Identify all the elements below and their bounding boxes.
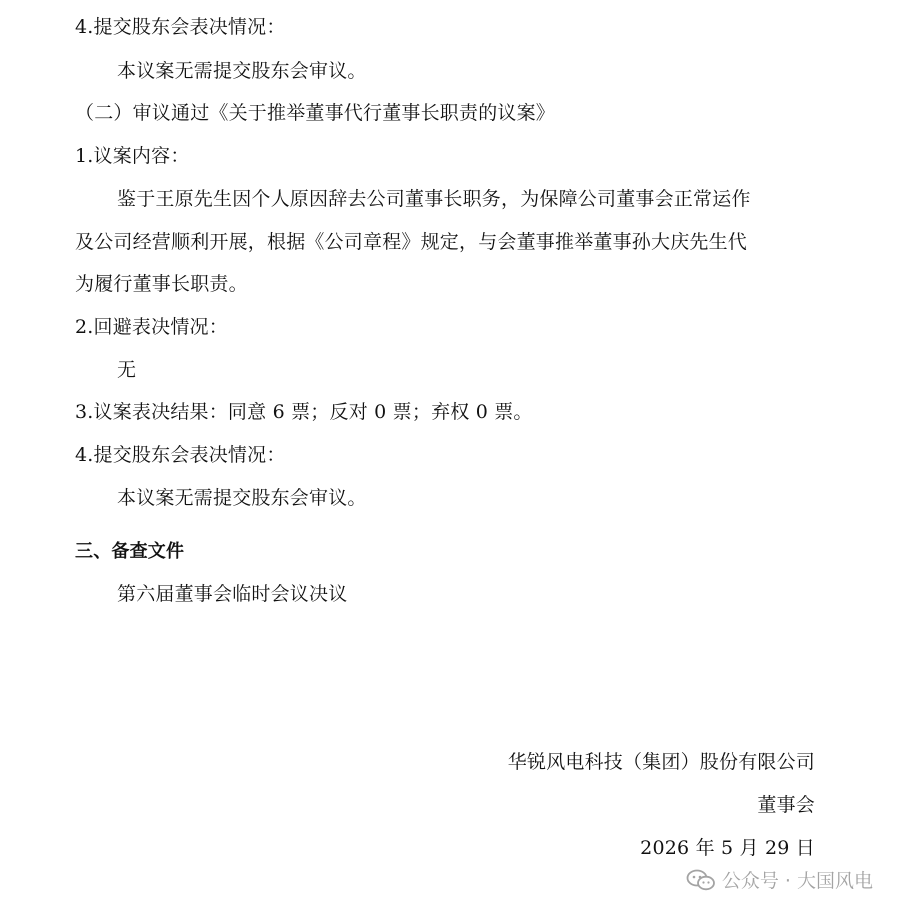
section-item-content: 1.议案内容： (75, 145, 190, 167)
section-item-vote-result: 3.议案表决结果：同意 6 票；反对 0 票；弃权 0 票。 (75, 401, 533, 423)
section-item-submission: 4.提交股东会表决情况： (75, 444, 286, 466)
watermark (686, 866, 873, 893)
paragraph-text: 及公司经营顺利开展，根据《公司章程》规定，与会董事推举董事孙大庆先生代 (75, 231, 748, 253)
section-item-recusal: 2.回避表决情况： (75, 316, 228, 338)
paragraph-text: 鉴于王原先生因个人原因辞去公司董事长职务，为保障公司董事会正常运作 (117, 188, 751, 210)
signature-date: 2026 年 5 月 29 日 (640, 837, 815, 859)
paragraph-text: 本议案无需提交股东会审议。 (117, 487, 367, 509)
wechat-icon (686, 869, 716, 891)
paragraph-text: 为履行董事长职责。 (75, 273, 248, 295)
paragraph-text: 本议案无需提交股东会审议。 (117, 60, 367, 82)
paragraph-text: 无 (117, 359, 137, 381)
paragraph-text: 第六届董事会临时会议决议 (117, 583, 348, 605)
watermark-text: 公众号 · 大国风电 (721, 870, 873, 892)
section-heading: 三、备查文件 (75, 541, 185, 562)
signature-company: 华锐风电科技（集团）股份有限公司 (507, 751, 815, 773)
subsection-heading: （二）审议通过《关于推举董事代行董事长职责的议案》 (75, 102, 556, 124)
signature-board: 董事会 (757, 794, 815, 816)
section-item-submission: 4.提交股东会表决情况： (75, 16, 286, 38)
